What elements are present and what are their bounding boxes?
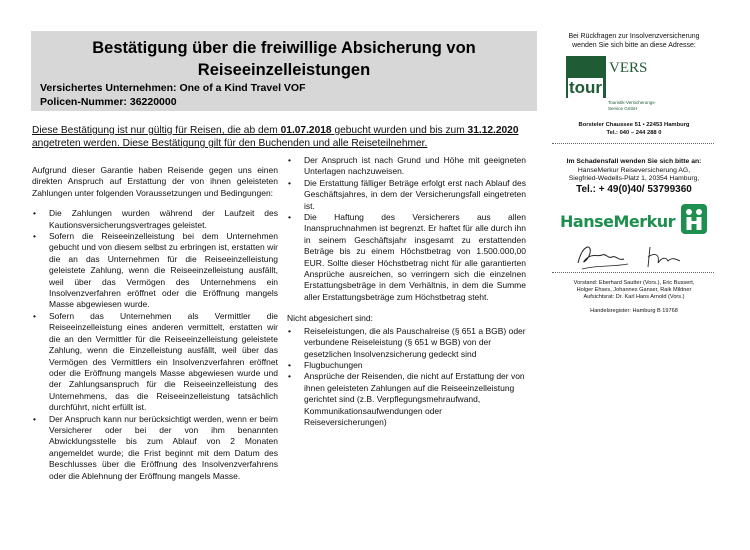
left-column bbox=[32, 165, 278, 482]
list-item: • Sofern die Reiseeinzelleistung bei dem Unternehmen gebucht und von diesem selbst zu erbringen ist, erstatten wir die an das Unternehmen für die Reiseeinzelleistung geleistete Zahlung, wenn die Reiseeinzelleistung ausfällt, weil über das Vermögen des Unternehmens ein Insolvenzverfahren eröffnet oder die Eröffnung mangels Masse abgewiesen wurde. bbox=[33, 231, 278, 310]
tourvers-address: Borsteler Chaussee 51 • 22453 Hamburg Tel.: 040 – 244 288 0 bbox=[578, 122, 690, 136]
list-item: • Die Haftung des Versicherers aus allen Inanspruchnahmen ist begrenzt. Er haftet für alle durch ihn in seinem Geschäftsjahr insgesamt zu erstattenden Beträge bis zu einem Höchstbetrag von 1.500.000,00 EUR. Sollte dieser Höchstbetrag nicht für alle garantierten Ansprüche ausreichen, so verringern sich die einzelnen Erstattungsbeträge in dem Verhältnis, in dem die Summe aller Erstattungsbeträge zum Höchstbetrag steht. bbox=[288, 212, 526, 302]
list-item: • Reiseleistungen, die als Pauschalreise (§ 651 a BGB) oder verbundene Reiseleistung (§ 651 w BGB) von der gesetzlichen Insolvenzsicherung gedeckt sind bbox=[288, 325, 526, 359]
list-item: • Flugbuchungen bbox=[288, 359, 363, 370]
liability-list bbox=[287, 155, 526, 303]
damage-contact: Im Schadensfall wenden Sie sich bitte an: HanseMerkur Reiseversicherung AG, Siegfried-Wedells-Platz 1, 20354 Hamburg, Tel.: + 49(0)40/ 53799360 bbox=[549, 158, 719, 195]
document-title: Bestätigung über die freiwillige Absicherung von Reiseeinzelleistungen bbox=[92, 39, 476, 79]
list-item: • Die Erstattung fälliger Beträge erfolgt erst nach Ablauf des Geschäftsjahres, in dem der Versicherungsfall eingetreten ist. bbox=[288, 177, 526, 211]
commercial-register: Handelsregister: Hamburg B 19768 bbox=[590, 308, 678, 314]
not-covered-heading: Nicht abgesichert sind: bbox=[287, 313, 373, 324]
middle-column bbox=[287, 155, 526, 428]
insured-company: Versichertes Unternehmen: One of a Kind Travel VOF bbox=[40, 82, 306, 94]
list-item: • Sofern das Unternehmen als Vermittler die Reiseeinzelleistung eines anderen vermittelt, erstatten wir die an den Vermittler für die Reiseeinzelleistung geleistete Zahlung, wenn die Einzelleistung ausfällt, weil über das Vermögen des Vermittlers ein Insolvenzverfahren eröffnet oder die Eröffnung mangels Masse abgewiesen wurde und der Zahlungsanspruch für die Reiseeinzelleistung des Unternehmens, das die Reiseeinzelleistung tatsächlich durchführt, nicht erfüllt ist. bbox=[33, 310, 278, 413]
signatures-icon bbox=[568, 239, 718, 275]
damage-phone: Tel.: + 49(0)40/ 53799360 bbox=[576, 183, 692, 195]
tourvers-logo: tour VERS Touristik-Versicherungs- Service GmbH bbox=[566, 56, 688, 114]
list-item: • Der Anspruch kann nur berücksichtigt werden, wenn er beim Versicherer oder bei der von ihm benannten Abwicklungsstelle bis zum Ablauf von 2 Monaten angemeldet wurde; die Frist beginnt mit dem Datum des Beschlusses über die Eröffnung des Insolvenzverfahrens oder die Ablehnung der Eröffnung mangels Masse. bbox=[33, 413, 278, 481]
date-from: 01.07.2018 bbox=[280, 125, 332, 136]
list-item: • Ansprüche der Reisenden, die nicht auf Erstattung der von ihnen geleisteten Zahlungen auf die Reiseeinzelleistung gerichtet sind (z.B. Verpflegungsmehraufwand, Kommunikationsaufwendungen oder Reiseversicherungen) bbox=[288, 371, 525, 427]
intro-text: Aufgrund dieser Garantie haben Reisende gegen uns einen direkten Anspruch auf Erstattung der von ihnen geleisteten Zahlungen unter folgenden Voraussetzungen und Bedingungen: bbox=[32, 165, 278, 198]
list-item: • Der Anspruch ist nach Grund und Höhe mit geeigneten Unterlagen nachzuweisen. bbox=[288, 155, 526, 177]
policy-number: Policen-Nummer: 36220000 bbox=[40, 96, 177, 108]
contact-hint: Bei Rückfragen zur Insolvenzversicherung wenden Sie sich bitte an diese Adresse: bbox=[568, 33, 700, 49]
divider bbox=[552, 272, 714, 273]
date-to: 31.12.2020 bbox=[467, 125, 519, 136]
divider bbox=[552, 143, 714, 144]
conditions-list bbox=[32, 208, 278, 482]
not-covered-list bbox=[287, 326, 526, 429]
list-item: • Die Zahlungen wurden während der Laufzeit des Kautionsversicherungsvertrages geleistet. bbox=[33, 208, 278, 230]
hansemerkur-logo: HanseMerkur bbox=[560, 204, 720, 234]
hansemerkur-figure-icon bbox=[678, 204, 710, 234]
board-members: Vorstand: Eberhard Sautter (Vors.), Eric Bussert, Holger Ehses, Johannes Ganser, Raik Mildner Aufsichtsrat: Dr. Karl Hans Arnold (Vors.) bbox=[573, 280, 695, 300]
validity-notice: Diese Bestätigung ist nur gültig für Reisen, die ab dem 01.07.2018 gebucht wurden und bis zum 31.12.2020 angetreten werden. Diese Bestätigung gilt für den Buchenden und alle Reiseteilnehmer. bbox=[32, 125, 519, 149]
